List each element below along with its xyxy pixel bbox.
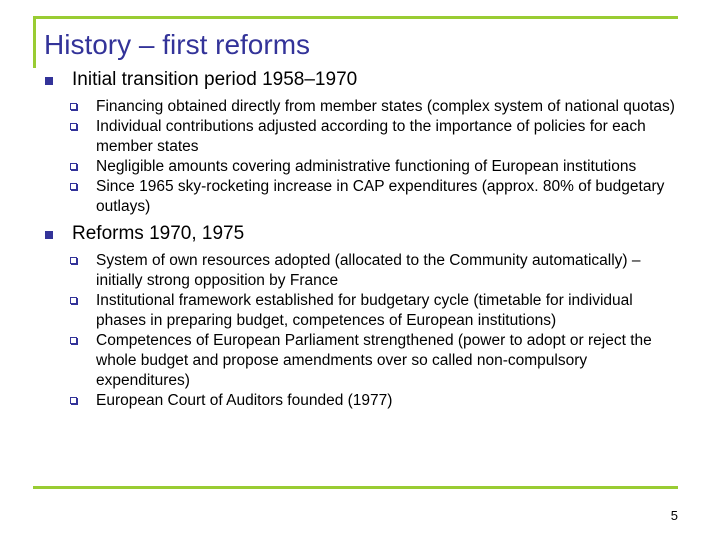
hollow-square-bullet-icon [70,297,77,304]
hollow-square-bullet-icon [70,183,77,190]
list-item [44,157,684,177]
hollow-square-bullet-icon [70,123,77,130]
hollow-square-bullet-icon [70,257,77,264]
list-item-text: Competences of European Parliament strengthened (power to adopt or reject the whole budget and propose amendments over so called non-compulsory expenditures) [96,332,652,389]
top-accent-line [33,16,678,19]
list-item-text: European Court of Auditors founded (1977) [96,392,393,409]
list-item [44,177,684,217]
list-item [44,251,684,291]
hollow-square-bullet-icon [70,337,77,344]
list-item-text: Financing obtained directly from member states (complex system of national quotas) [96,98,675,115]
list-item-text: System of own resources adopted (allocated to the Community automatically) – initially strong opposition by France [96,252,641,289]
list-item-text: Institutional framework established for budgetary cycle (timetable for individual phases in preparing budget, competences of European institutions) [96,292,633,329]
list-item-text: Since 1965 sky-rocketing increase in CAP expenditures (approx. 80% of budgetary outlays) [96,178,665,215]
list-item [44,97,684,117]
section-2-list [44,251,684,411]
list-item-text: Negligible amounts covering administrative functioning of European institutions [96,158,637,175]
left-accent-line [33,16,36,68]
hollow-square-bullet-icon [70,163,77,170]
hollow-square-bullet-icon [70,397,77,404]
square-bullet-icon [45,77,53,85]
list-item-text: Individual contributions adjusted according to the importance of policies for each member states [96,118,646,155]
page-number: 5 [670,508,678,523]
list-item [44,291,684,331]
section-heading-2 [44,222,684,246]
list-item [44,117,684,157]
section-heading-1 [44,68,684,92]
bottom-accent-line [33,486,678,489]
section-heading-text: Reforms 1970, 1975 [72,223,245,244]
list-item [44,391,684,411]
section-1-list [44,97,684,217]
hollow-square-bullet-icon [70,103,77,110]
list-item [44,331,684,391]
slide-content [44,64,684,416]
section-heading-text: Initial transition period 1958–1970 [72,69,358,90]
slide-title: History – first reforms [44,29,311,60]
square-bullet-icon [45,231,53,239]
